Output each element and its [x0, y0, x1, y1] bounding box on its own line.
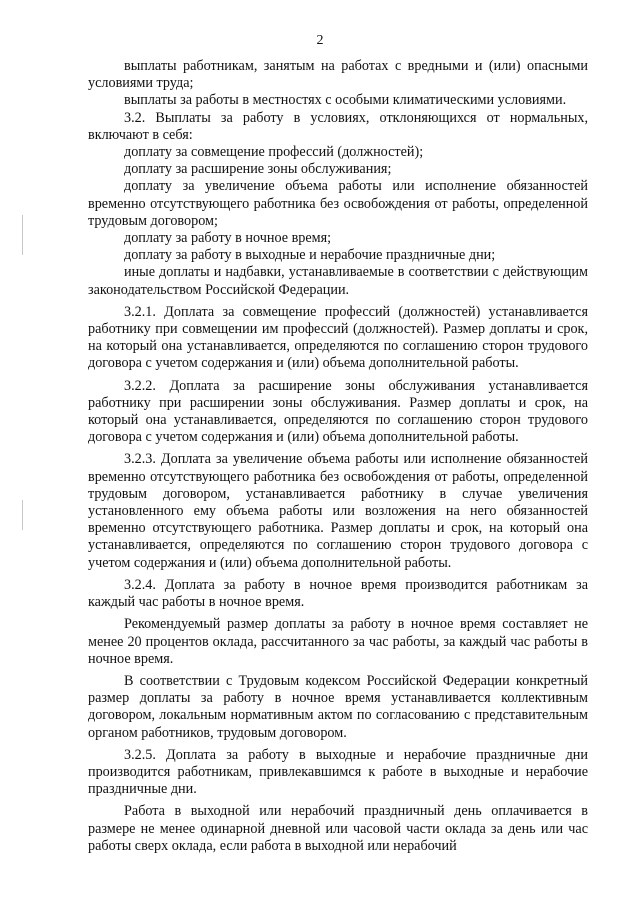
- paragraph: 3.2. Выплаты за работу в условиях, отклоняющихся от нормальных, включают в себя:: [88, 109, 588, 143]
- page-number: 2: [316, 33, 324, 48]
- paragraph: выплаты за работы в местностях с особыми климатическими условиями.: [124, 92, 567, 109]
- paragraph: доплату за совмещение профессий (должностей);: [124, 144, 424, 161]
- scan-edge-mark: [22, 500, 23, 530]
- paragraph: 3.2.2. Доплата за расширение зоны обслуживания устанавливается работнику при расширении зоны обслуживания. Размер доплаты и срок, на который она устанавливается, определяются по соглашению сторон трудового договора с учетом содержания и (или) объема дополнительной работы.: [88, 377, 588, 446]
- paragraph: 3.2.1. Доплата за совмещение профессий (должностей) устанавливается работнику при совмещении им профессий (должностей). Размер доплаты и срок, на который она устанавливается, определяются по соглашению сторон трудового договора с учетом содержания и (или) объема дополнительной работы.: [88, 303, 588, 372]
- paragraph: Работа в выходной или нерабочий праздничный день оплачивается в размере не менее одинарной дневной или часовой части оклада за день или час работы сверх оклада, если работа в выходной или нерабочий: [88, 803, 588, 854]
- paragraph: выплаты работникам, занятым на работах с вредными и (или) опасными условиями труда;: [88, 58, 588, 92]
- paragraph: 3.2.5. Доплата за работу в выходные и нерабочие праздничные дни производится работникам, привлекавшимся к работе в выходные и нерабочие праздничные дни.: [88, 746, 588, 798]
- scan-edge-mark: [22, 215, 23, 255]
- paragraph: 3.2.3. Доплата за увеличение объема работы или исполнение обязанностей временно отсутствующего работника без освобождения от работы, определенной трудовым договором, устанавливается работнику в случае увеличения установленного ему объема работы или возложения на него обязанностей временно отсутствующего работника. Размер доплаты и срок, на который она устанавливается, определяются по соглашению сторон трудового договора с учетом содержания и (или) объема дополнительной работы.: [88, 451, 588, 571]
- paragraph: доплату за увеличение объема работы или исполнение обязанностей временно отсутствующего работника без освобождения от работы, определенной трудовым договором;: [88, 178, 588, 229]
- document-body: [88, 58, 588, 855]
- paragraph: доплату за расширение зоны обслуживания;: [124, 161, 392, 178]
- paragraph: 3.2.4. Доплата за работу в ночное время производится работникам за каждый час работы в ночное время.: [88, 576, 588, 611]
- paragraph: доплату за работу в выходные и нерабочие праздничные дни;: [124, 247, 496, 264]
- paragraph: В соответствии с Трудовым кодексом Российской Федерации конкретный размер доплаты за работу в ночное время устанавливается коллективным договором, локальным нормативным актом по согласованию с представительным органом работников, трудовым договором.: [88, 672, 588, 741]
- paragraph: доплату за работу в ночное время;: [124, 230, 332, 247]
- paragraph: иные доплаты и надбавки, устанавливаемые в соответствии с действующим законодательством Российской Федерации.: [88, 264, 588, 298]
- paragraph: Рекомендуемый размер доплаты за работу в ночное время составляет не менее 20 процентов оклада, рассчитанного за час работы, за каждый час работы в ночное время.: [88, 616, 588, 667]
